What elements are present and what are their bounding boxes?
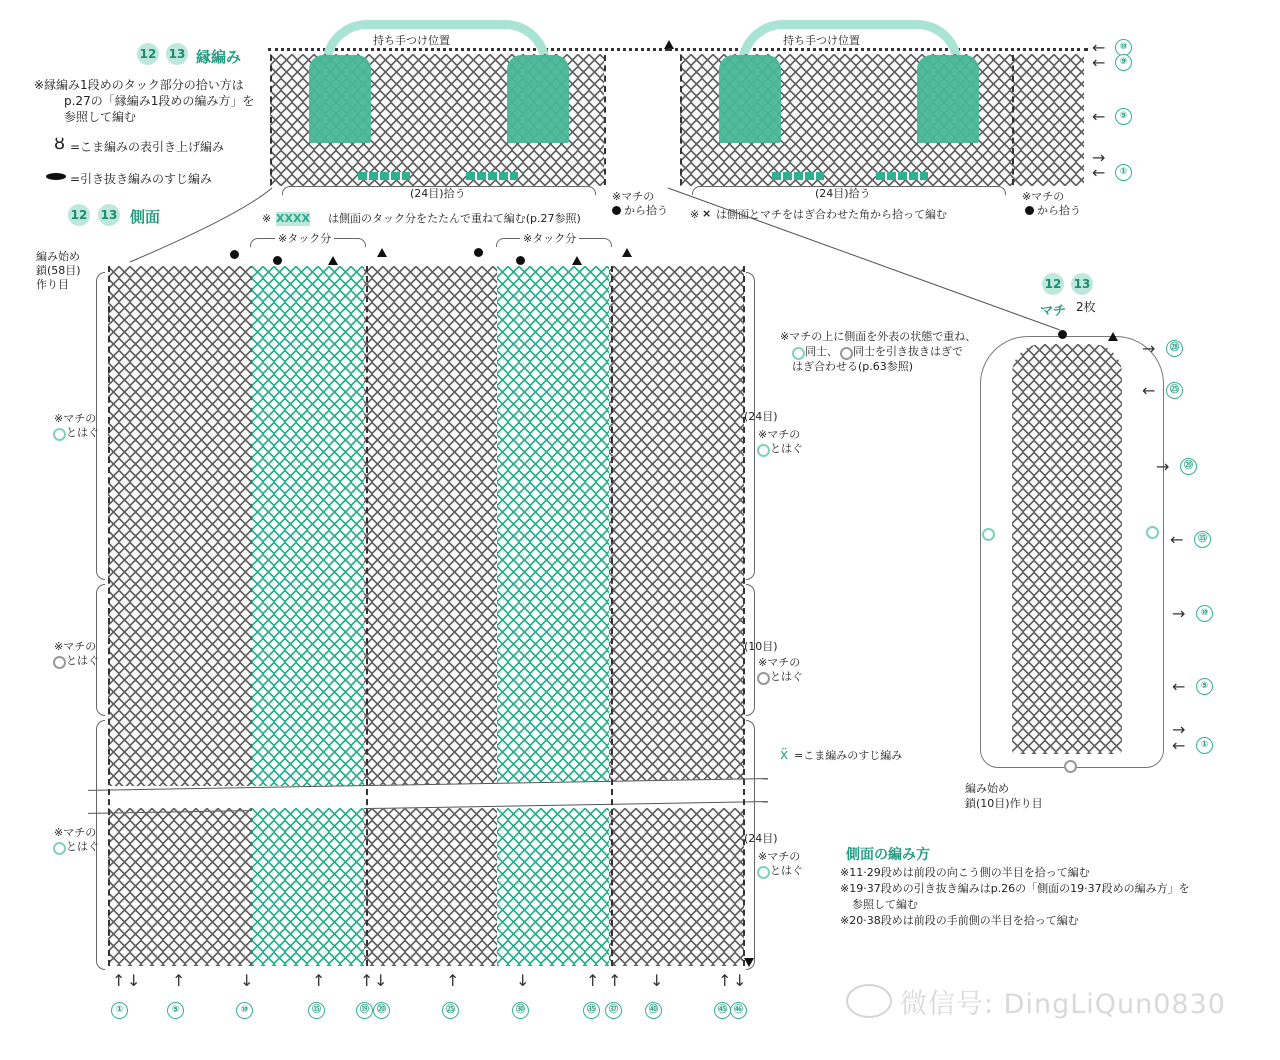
arrow-up-icon: ↑: [718, 971, 732, 990]
side-start-2: 鎖(58目): [36, 264, 81, 277]
method-line-2: ※19·37段めの引き抜き編みはp.26の「側面の19·37段めの編み方」を: [840, 882, 1190, 895]
side-row-20: ⑳: [373, 1002, 390, 1019]
side-row-5: ⑤: [167, 1002, 184, 1019]
tuck-note-glyph: XXXX: [276, 212, 310, 225]
pick-label-left: (24目)拾う: [407, 187, 469, 201]
right-count-2: (10目): [744, 640, 778, 653]
machi-pick-left-1: ※マチの: [612, 190, 655, 203]
arrow-right-icon: →: [1172, 720, 1186, 739]
gusset-badge-13: 13: [1071, 273, 1093, 295]
side-row-35: ㉟: [583, 1002, 600, 1019]
gusset-row-28: ㉘: [1166, 340, 1183, 357]
gusset-top-dot-icon: [1058, 330, 1067, 339]
left-note-3b: とはぐ: [66, 840, 99, 853]
arrow-down-icon: ↓: [240, 971, 254, 990]
arrow-right-icon: →: [1142, 339, 1156, 358]
arrow-up-icon: ↑: [112, 971, 126, 990]
edging-row-1: ①: [1115, 164, 1132, 181]
gusset-note-1: ※マチの上に側面を外表の状態で重ね、: [780, 330, 977, 343]
method-title: 側面の編み方: [846, 847, 930, 863]
handle-label-left: 持ち手つけ位置: [370, 34, 453, 48]
arrow-down-icon: ↓: [650, 971, 664, 990]
arrow-right-icon: →: [1092, 148, 1106, 167]
tuck-note-b: は側面のタック分をたたんで重ねて編む(p.27参照): [328, 212, 581, 225]
side-start-3: 作り目: [36, 278, 69, 291]
edging-row-5: ⑤: [1115, 108, 1132, 125]
side-row-40: ㊵: [645, 1002, 662, 1019]
side-row-10: ⑩: [236, 1002, 253, 1019]
method-line-4: ※20·38段めは前段の手前側の半目を拾って編む: [840, 914, 1079, 927]
tuck-note-a: ※: [262, 212, 272, 225]
fp-sc-symbol-icon: ȣ: [54, 133, 65, 154]
arrow-left-icon: ←: [1142, 381, 1156, 400]
gusset-row-1: ①: [1196, 737, 1213, 754]
left-note-1a: ※マチの: [54, 412, 97, 425]
machi-ring-gray-icon: [840, 347, 853, 360]
right-note-3a: ※マチの: [758, 850, 801, 863]
arrow-up-icon: ↑: [586, 971, 600, 990]
side-row-30: ㉚: [512, 1002, 529, 1019]
arrow-left-icon: ←: [1092, 38, 1106, 57]
edging-note-3: 参照して編む: [64, 110, 137, 124]
gusset-grid: [1012, 344, 1122, 754]
pick-label-right: (24目)拾う: [812, 187, 874, 201]
arrow-down-icon: ↓: [374, 971, 388, 990]
arrow-left-icon: ←: [1172, 736, 1186, 755]
gusset-row-5: ⑤: [1196, 678, 1213, 695]
gusset-title: マチ: [1040, 304, 1067, 319]
machi-ring-teal-icon: [792, 347, 805, 360]
right-note-1b: とはぐ: [770, 442, 803, 455]
side-title: 側面: [130, 208, 161, 226]
gusset-note-4: はぎ合わせる(p.63参照): [792, 360, 914, 373]
corner-x-icon: ⨯: [702, 207, 712, 220]
gusset-side-ring-icon: [1146, 526, 1159, 539]
watermark-text: 微信号: DingLiQun0830: [900, 989, 1226, 1020]
arrow-left-icon: ←: [1092, 163, 1106, 182]
handle-label-right: 持ち手つけ位置: [780, 34, 863, 48]
method-line-1: ※11·29段めは前段の向こう側の半目を拾って編む: [840, 866, 1090, 879]
arrow-left-icon: ←: [1170, 530, 1184, 549]
side-row-37: ㊲: [605, 1002, 622, 1019]
side-start-1: 編み始め: [36, 250, 80, 263]
arrow-right-icon: →: [1156, 457, 1170, 476]
arrow-up-icon: ↑: [172, 971, 186, 990]
gusset-start-2: 鎖(10目)作り目: [965, 797, 1043, 810]
edging-note-2: p.27の「縁編み1段めの編み方」を: [64, 94, 255, 108]
arrow-left-icon: ←: [1092, 107, 1106, 126]
edging-row-10: ⑩: [1115, 39, 1132, 56]
right-note-2a: ※マチの: [758, 656, 801, 669]
arrow-up-icon: ↑: [446, 971, 460, 990]
side-row-15: ⑮: [308, 1002, 325, 1019]
right-note-2b: とはぐ: [770, 670, 803, 683]
edging-badge-13: 13: [166, 43, 188, 65]
tuck-label-1: ※タック分: [275, 232, 334, 246]
right-count-1: (24目): [744, 410, 778, 423]
tuck-label-2: ※タック分: [520, 232, 579, 246]
gusset-start-marker-icon: [1108, 332, 1118, 341]
machi-pick-right-1: ※マチの: [1022, 190, 1065, 203]
arrow-right-icon: →: [1172, 604, 1186, 623]
side-badge-12: 12: [68, 204, 90, 226]
side-row-1: ①: [111, 1002, 128, 1019]
side-row-46: ㊻: [730, 1002, 747, 1019]
arrow-down-icon: ↓: [733, 971, 747, 990]
left-note-2a: ※マチの: [54, 640, 97, 653]
gusset-side-ring-icon: [982, 528, 995, 541]
arrow-up-icon: ↑: [608, 971, 622, 990]
gusset-count: 2枚: [1076, 300, 1096, 314]
edging-row-9: ⑨: [1115, 54, 1132, 71]
gusset-row-25: ㉕: [1166, 382, 1183, 399]
legend-fp-sc: =こま編みの表引き上げ編み: [70, 140, 225, 154]
side-row-19: ⑲: [356, 1002, 373, 1019]
side-row-45: ㊺: [714, 1002, 731, 1019]
edging-badge-12: 12: [137, 43, 159, 65]
gusset-note-3: 同士を引き抜きはぎで: [853, 345, 963, 358]
sc-back-loop-icon: ẍ: [780, 747, 789, 763]
gusset-badge-12: 12: [1042, 273, 1064, 295]
arrow-up-icon: ↑: [360, 971, 374, 990]
gusset-row-10: ⑩: [1196, 605, 1213, 622]
edging-note-1: ※縁編み1段めのタック部分の拾い方は: [34, 78, 244, 92]
edging-title: 縁編み: [196, 48, 242, 66]
corner-note-a: ※: [690, 208, 700, 221]
arrow-left-icon: ←: [1172, 677, 1186, 696]
arrow-down-icon: ↓: [516, 971, 530, 990]
arrow-up-icon: ↑: [312, 971, 326, 990]
gusset-row-20: ⑳: [1180, 458, 1197, 475]
legend-sl-back: =引き抜き編みのすじ編み: [70, 172, 213, 186]
method-line-3: 参照して編む: [852, 898, 918, 911]
right-note-1a: ※マチの: [758, 428, 801, 441]
arrow-down-icon: ↓: [127, 971, 141, 990]
side-badge-13: 13: [98, 204, 120, 226]
gusset-start-1: 編み始め: [965, 782, 1009, 795]
left-note-2b: とはぐ: [66, 654, 99, 667]
left-note-1b: とはぐ: [66, 426, 99, 439]
left-note-3a: ※マチの: [54, 826, 97, 839]
machi-pick-left-2: から拾う: [624, 204, 668, 217]
wechat-logo-icon: [846, 984, 892, 1018]
arrow-left-icon: ←: [1092, 53, 1106, 72]
side-row-25: ㉕: [442, 1002, 459, 1019]
right-note-3b: とはぐ: [770, 864, 803, 877]
legend-sc-back: =こま編みのすじ編み: [794, 749, 903, 762]
machi-pick-right-2: から拾う: [1037, 204, 1081, 217]
gusset-note-2: 同士、: [805, 345, 838, 358]
corner-note-b: は側面とマチをはぎ合わせた角から拾って編む: [716, 208, 947, 221]
gusset-row-15: ⑮: [1194, 531, 1211, 548]
right-count-3: (24目): [744, 832, 778, 845]
gusset-bottom-ring-icon: [1064, 760, 1077, 773]
